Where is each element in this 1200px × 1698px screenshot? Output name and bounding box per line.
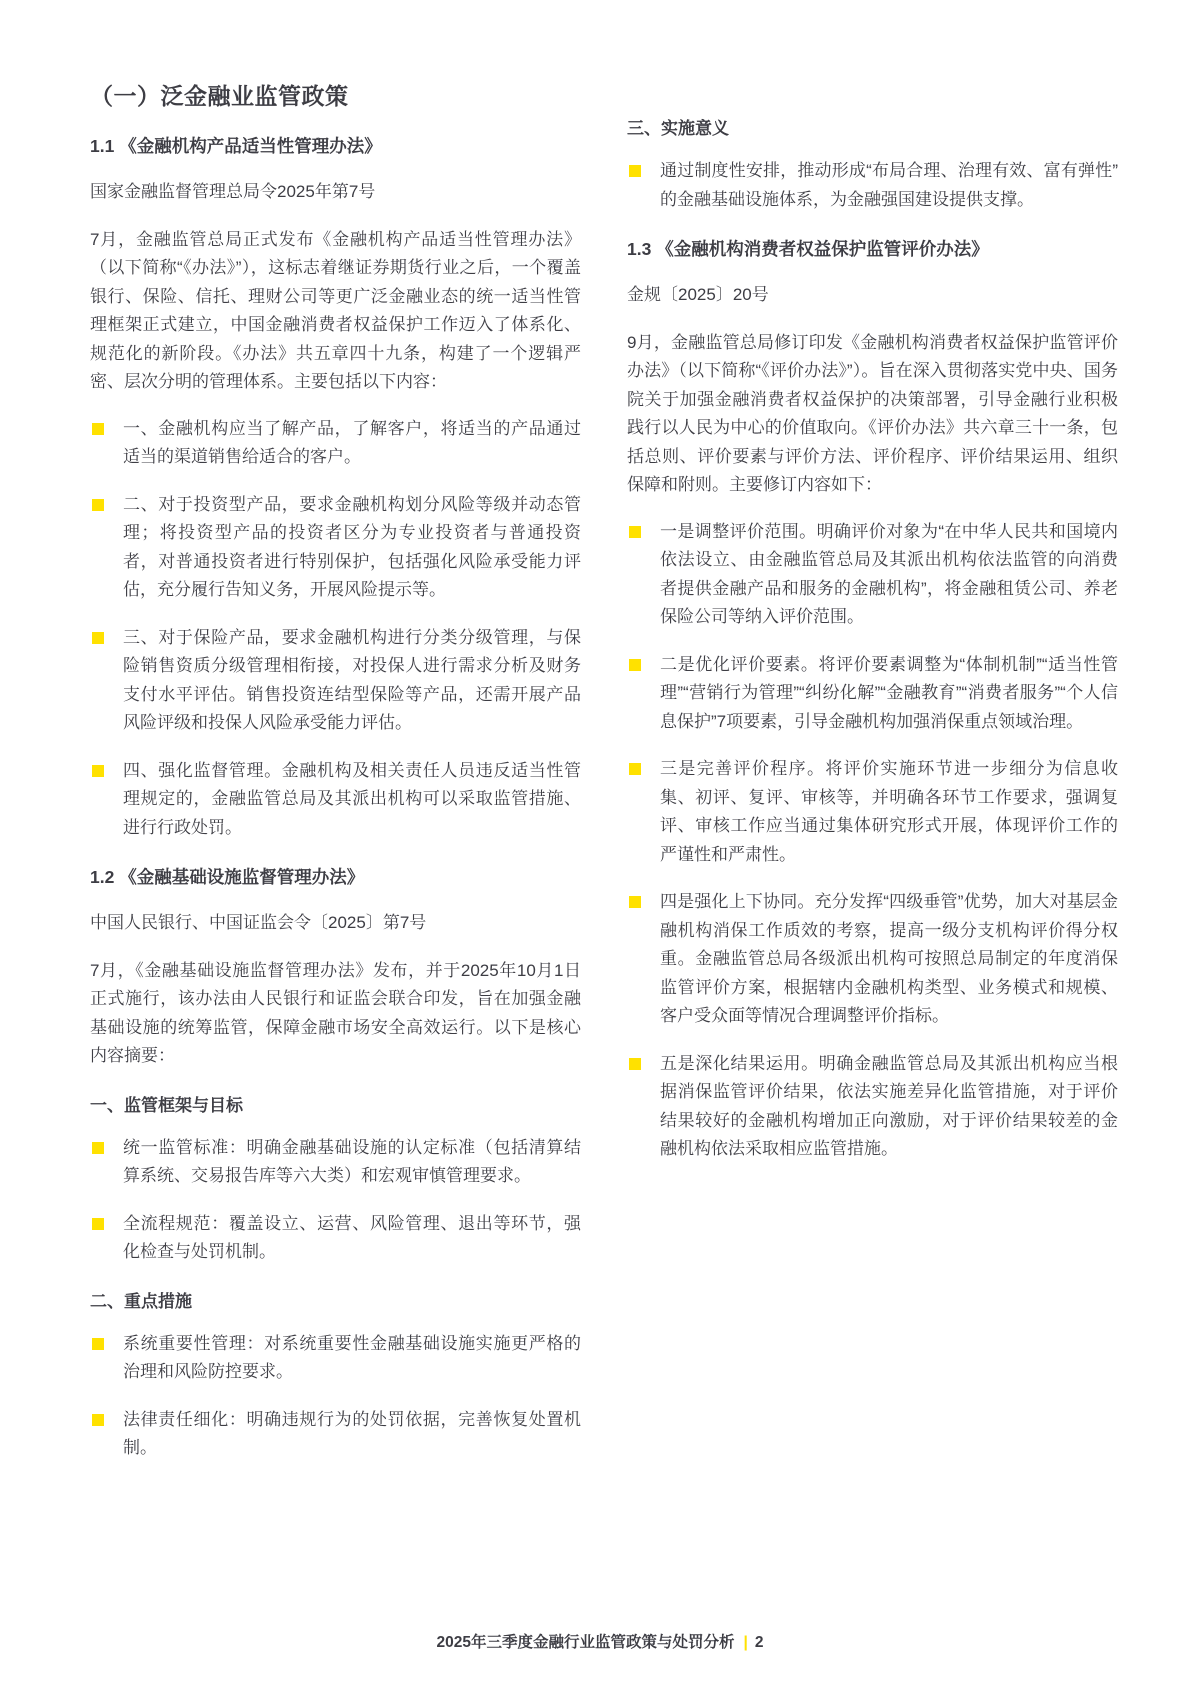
subsection-2-bullet-list: [90, 1330, 581, 1463]
yellow-square-bullet-icon: [92, 1218, 104, 1230]
yellow-square-bullet-icon: [629, 659, 641, 671]
bullet-text: 一是调整评价范围。明确评价对象为“在中华人民共和国境内依法设立、由金融监管总局及其派出机构依法监管的向消费者提供金融产品和服务的金融机构”，将金融租赁公司、养老保险公司等纳入评价范围。: [660, 521, 1118, 627]
list-item: [627, 651, 1118, 737]
list-item: [627, 888, 1118, 1031]
page-footer: [0, 1630, 1200, 1652]
left-column: [90, 78, 581, 1482]
list-item: [90, 757, 581, 843]
article-1-doc-number: 国家金融监督管理总局令2025年第7号: [90, 182, 376, 202]
article-1-intro: 7月，金融监管总局正式发布《金融机构产品适当性管理办法》（以下简称“《办法》”），这标志着继证券期货行业之后，一个覆盖银行、保险、信托、理财公司等更广泛金融业态的统一适当性管理框架正式建立，中国金融消费者权益保护工作迈入了体系化、规范化的新阶段。《办法》共五章四十九条，构建了一个逻辑严密、层次分明的管理体系。主要包括以下内容：: [90, 229, 581, 392]
yellow-square-bullet-icon: [92, 1338, 104, 1350]
bullet-text: 二是优化评价要素。将评价要素调整为“体制机制”“适当性管理”“营销行为管理”“纠纷化解”“金融教育”“消费者服务”“个人信息保护”7项要素，引导金融机构加强消保重点领域治理。: [660, 654, 1118, 731]
list-item: [90, 1330, 581, 1387]
bullet-text: 三是完善评价程序。将评价实施环节进一步细分为信息收集、初评、复评、审核等，并明确各环节工作要求，强调复评、审核工作应当通过集体研究形式开展，体现评价工作的严谨性和严肃性。: [660, 759, 1118, 864]
yellow-square-bullet-icon: [92, 765, 104, 777]
article-1-heading: 1.1 《金融机构产品适当性管理办法》: [90, 136, 382, 156]
list-item: [90, 1406, 581, 1463]
yellow-square-bullet-icon: [92, 499, 104, 511]
article-2-doc-number: 中国人民银行、中国证监会令〔2025〕第7号: [90, 913, 427, 933]
bullet-text: 一、金融机构应当了解产品，了解客户，将适当的产品通过适当的渠道销售给适合的客户。: [123, 418, 581, 467]
yellow-square-bullet-icon: [92, 632, 104, 644]
right-column: [627, 114, 1118, 1482]
article-1-bullet-list: [90, 415, 581, 843]
bullet-text: 全流程规范：覆盖设立、运营、风险管理、退出等环节，强化检查与处罚机制。: [123, 1213, 581, 1262]
bullet-text: 四是强化上下协同。充分发挥“四级垂管”优势，加大对基层金融机构消保工作质效的考察，提高一级分支机构评价得分权重。金融监管总局各级派出机构可按照总局制定的年度消保监管评价方案，根据辖内金融机构类型、业务模式和规模、客户受众面等情况合理调整评价指标。: [660, 892, 1118, 1026]
yellow-square-bullet-icon: [629, 526, 641, 538]
bullet-text: 三、对于保险产品，要求金融机构进行分类分级管理，与保险销售资质分级管理相衔接，对投保人进行需求分析及财务支付水平评估。销售投资连结型保险等产品，还需开展产品风险评级和投保人风险承受能力评估。: [123, 627, 581, 733]
list-item: [90, 624, 581, 738]
list-item: [90, 1210, 581, 1267]
subsection-1-title: 一、监管框架与目标: [90, 1095, 243, 1115]
yellow-square-bullet-icon: [92, 423, 104, 435]
subsection-3-title: 三、实施意义: [627, 119, 729, 138]
article-3-bullet-list: [627, 518, 1118, 1164]
list-item: [627, 1050, 1118, 1164]
footer-page-number: 2: [754, 1634, 764, 1651]
yellow-square-bullet-icon: [629, 896, 641, 908]
article-3-intro: 9月，金融监管总局修订印发《金融机构消费者权益保护监管评价办法》（以下简称“《评价办法》”）。旨在深入贯彻落实党中央、国务院关于加强金融消费者权益保护的决策部署，引导金融行业积极践行以人民为中心的价值取向。《评价办法》共六章三十一条，包括总则、评价要素与评价方法、评价程序、评价结果运用、组织保障和附则。主要修订内容如下：: [627, 332, 1118, 495]
bullet-text: 统一监管标准：明确金融基础设施的认定标准（包括清算结算系统、交易报告库等六大类）和宏观审慎管理要求。: [123, 1137, 581, 1186]
yellow-square-bullet-icon: [629, 165, 641, 177]
bullet-text: 法律责任细化：明确违规行为的处罚依据，完善恢复处置机制。: [123, 1409, 581, 1458]
article-3-doc-number: 金规〔2025〕20号: [627, 285, 769, 305]
bullet-text: 二、对于投资型产品，要求金融机构划分风险等级并动态管理；将投资型产品的投资者区分为专业投资者与普通投资者，对普通投资者进行特别保护，包括强化风险承受能力评估，充分履行告知义务，开展风险提示等。: [123, 494, 581, 600]
subsection-1-bullet-list: [90, 1134, 581, 1267]
list-item: [627, 157, 1118, 214]
yellow-square-bullet-icon: [92, 1414, 104, 1426]
list-item: [627, 755, 1118, 869]
article-3-heading: 1.3 《金融机构消费者权益保护监管评价办法》: [627, 239, 989, 259]
list-item: [90, 415, 581, 472]
article-2-intro: 7月，《金融基础设施监督管理办法》发布，并于2025年10月1日正式施行，该办法由人民银行和证监会联合印发，旨在加强金融基础设施的统筹监管，保障金融市场安全高效运行。以下是核心内容摘要：: [90, 960, 581, 1066]
yellow-square-bullet-icon: [92, 1142, 104, 1154]
bullet-text: 系统重要性管理：对系统重要性金融基础设施实施更严格的治理和风险防控要求。: [123, 1333, 581, 1382]
subsection-3-bullet-list: [627, 157, 1118, 214]
subsection-2-title: 二、重点措施: [90, 1291, 192, 1311]
article-2-heading: 1.2 《金融基础设施监督管理办法》: [90, 867, 365, 888]
bullet-text: 四、强化监督管理。金融机构及相关责任人员违反适当性管理规定的，金融监管总局及其派出机构可以采取监管措施、进行行政处罚。: [123, 760, 581, 837]
yellow-square-bullet-icon: [629, 1058, 641, 1070]
list-item: [90, 1134, 581, 1191]
list-item: [627, 518, 1118, 632]
section-heading: （一）泛金融业监管政策: [90, 83, 349, 109]
bullet-text: 五是深化结果运用。明确金融监管总局及其派出机构应当根据消保监管评价结果，依法实施差异化监管措施，对于评价结果较好的金融机构增加正向激励，对于评价结果较差的金融机构依法采取相应监管措施。: [660, 1053, 1118, 1159]
yellow-square-bullet-icon: [629, 763, 641, 775]
document-page: [90, 78, 1118, 1482]
footer-divider: |: [743, 1634, 748, 1651]
list-item: [90, 491, 581, 605]
bullet-text: 通过制度性安排，推动形成“布局合理、治理有效、富有弹性”的金融基础设施体系，为金融强国建设提供支撑。: [660, 161, 1118, 209]
footer-report-title: 2025年三季度金融行业监管政策与处罚分析: [436, 1634, 735, 1651]
